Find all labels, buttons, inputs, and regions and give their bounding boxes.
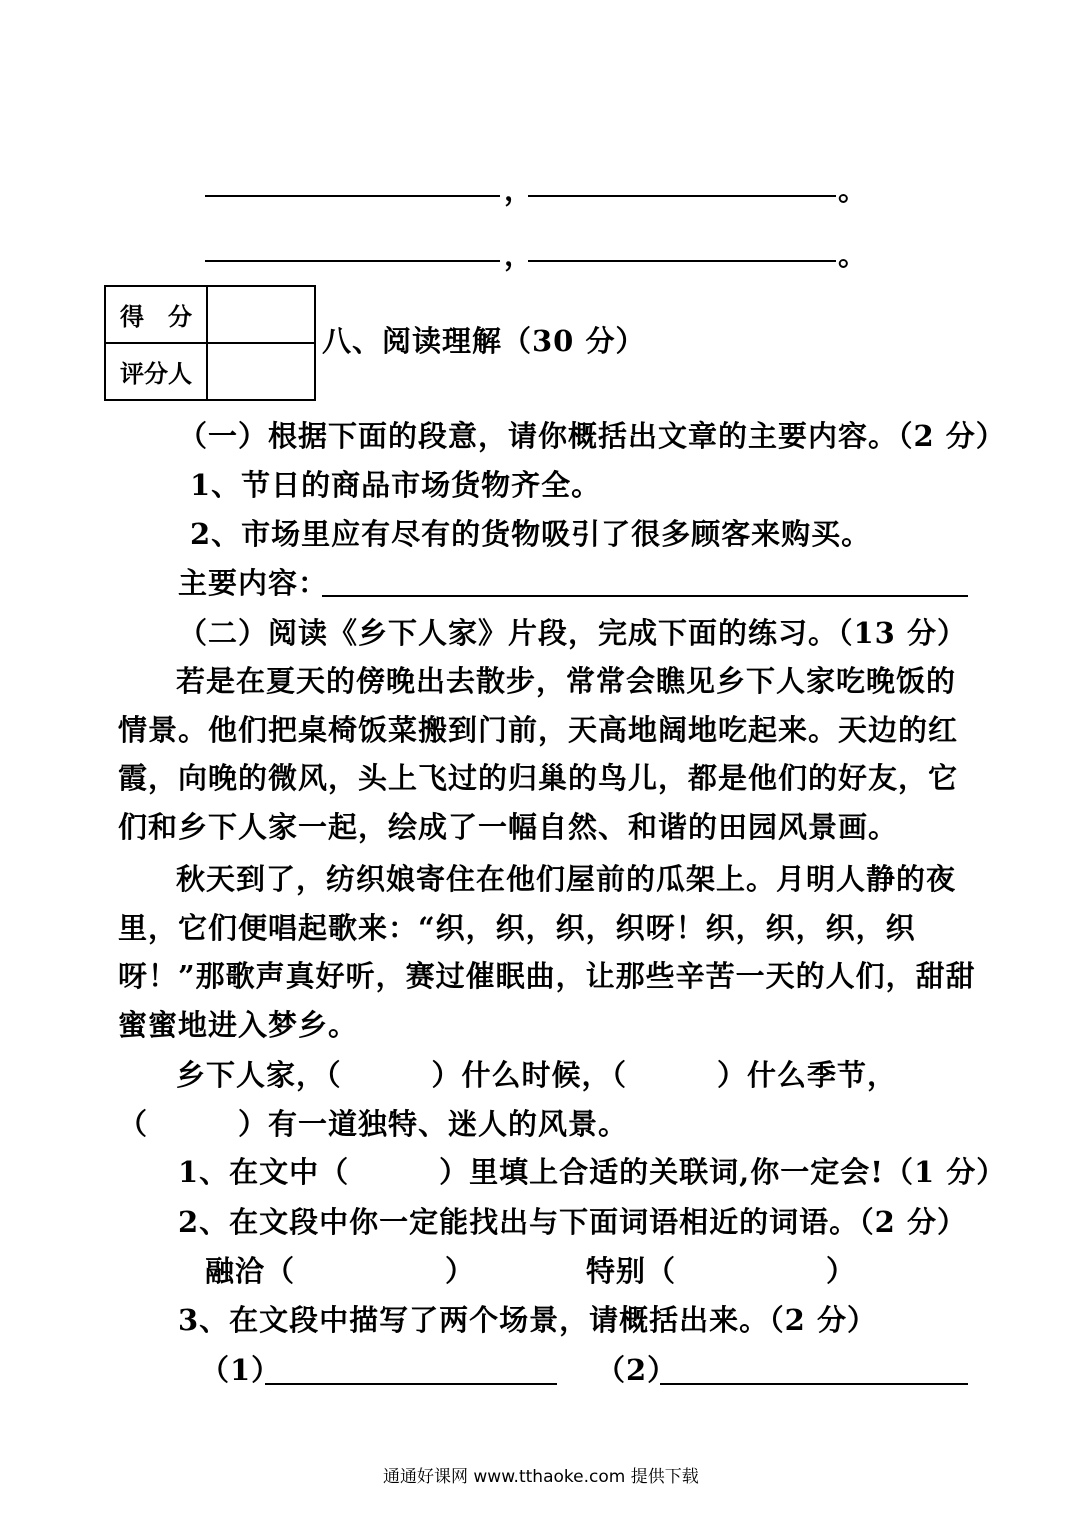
main-content-line[interactable]: [322, 595, 968, 597]
question-2: 2、在文段中你一定能找出与下面词语相近的词语。（2 分）: [178, 1205, 967, 1239]
period-2: 。: [838, 238, 868, 272]
answer-line-2a[interactable]: [205, 260, 500, 262]
answer-line-1a[interactable]: [205, 195, 500, 197]
comma-2: ，: [504, 238, 534, 272]
question-3-line-2[interactable]: [660, 1383, 968, 1385]
question-3-line-1[interactable]: [265, 1383, 557, 1385]
question-3-blank1-label: （1）: [200, 1353, 282, 1387]
main-content-label: 主要内容：: [178, 566, 329, 600]
question-2-word1: 融洽（ ）: [205, 1254, 476, 1288]
passage-paragraph-1: 若是在夏天的傍晚出去散步，常常会瞧见乡下人家吃晚饭的情景。他们把桌椅饭菜搬到门前，天高地阔地吃起来。天边的红霞，向晚的微风，头上飞过的归巢的鸟儿，都是他们的好友，它们和乡下人家一起，绘成了一幅自然、和谐的田园风景画。: [118, 664, 959, 844]
question-2-word2: 特别（ ）: [586, 1254, 857, 1288]
score-label: 得 分: [105, 286, 207, 343]
period-1: 。: [838, 173, 868, 207]
part1-heading: （一）根据下面的段意，请你概括出文章的主要内容。（2 分）: [178, 419, 1006, 453]
answer-line-2b[interactable]: [528, 260, 836, 262]
question-1: 1、在文中（ ）里填上合适的关联词,你一定会!（1 分）: [178, 1155, 1007, 1189]
grader-label: 评分人: [105, 343, 207, 400]
grader-cell[interactable]: [207, 343, 315, 400]
part2-heading: （二）阅读《乡下人家》片段，完成下面的练习。（13 分）: [178, 616, 967, 650]
fill-sentence: 乡下人家，（ ）什么时候，（ ）什么季节，（ ）有一道独特、迷人的风景。: [118, 1058, 898, 1141]
footer-text: 通通好课网 www.tthaoke.com 提供下载: [383, 1467, 699, 1487]
part1-item1: 1、节日的商品市场货物齐全。: [190, 468, 602, 502]
question-3: 3、在文段中描写了两个场景，请概括出来。（2 分）: [178, 1303, 877, 1337]
score-table: [104, 285, 316, 401]
passage-paragraph-2: 秋天到了，纺织娘寄住在他们屋前的瓜架上。月明人静的夜里，它们便唱起歌来：“织，织，织，织呀！织，织，织，织呀！”那歌声真好听，赛过催眠曲，让那些辛苦一天的人们，甜甜蜜蜜地进入梦乡。: [118, 862, 976, 1042]
question-3-blank2-label: （2）: [596, 1353, 678, 1387]
score-cell[interactable]: [207, 286, 315, 343]
answer-line-1b[interactable]: [528, 195, 836, 197]
comma-1: ，: [504, 173, 534, 207]
part1-item2: 2、市场里应有尽有的货物吸引了很多顾客来购买。: [190, 517, 872, 551]
section-title: 八、阅读理解（30 分）: [322, 324, 646, 358]
